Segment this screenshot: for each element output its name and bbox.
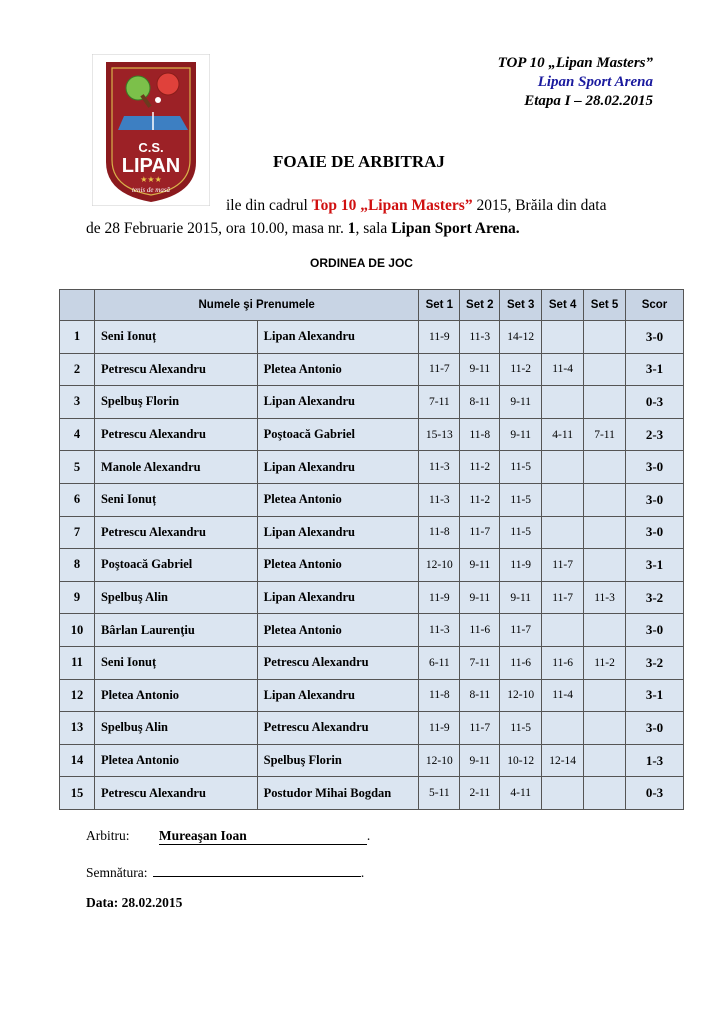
player-one: Petrescu Alexandru (94, 777, 257, 810)
set-5-score: 11-2 (584, 646, 626, 679)
signature-field (153, 862, 361, 877)
set-3-score: 14-12 (500, 321, 542, 354)
match-number: 11 (60, 646, 95, 679)
player-two: Lipan Alexandru (257, 386, 419, 419)
set-4-score (542, 516, 584, 549)
table-row (60, 549, 684, 582)
set-4-score: 11-7 (542, 549, 584, 582)
set-5-score (584, 549, 626, 582)
set-5-score: 7-11 (584, 418, 626, 451)
table-row (60, 581, 684, 614)
set-3-score: 11-5 (500, 483, 542, 516)
set-5-score (584, 712, 626, 745)
logo-cs-text: C.S. (138, 140, 164, 155)
table-row (60, 777, 684, 810)
header-score: Scor (626, 290, 684, 321)
table-row (60, 483, 684, 516)
match-score: 0-3 (626, 386, 684, 419)
match-score: 3-2 (626, 646, 684, 679)
set-1-score: 12-10 (419, 549, 460, 582)
set-3-score: 10-12 (500, 744, 542, 777)
set-2-score: 11-7 (460, 712, 500, 745)
match-number: 13 (60, 712, 95, 745)
header-stage-date: Etapa I – 28.02.2015 (524, 93, 653, 109)
set-5-score (584, 353, 626, 386)
set-1-score: 5-11 (419, 777, 460, 810)
set-4-score: 4-11 (542, 418, 584, 451)
set-2-score: 11-8 (460, 418, 500, 451)
table-row (60, 321, 684, 354)
match-score: 1-3 (626, 744, 684, 777)
header-venue: Lipan Sport Arena (537, 74, 653, 90)
match-score: 2-3 (626, 418, 684, 451)
intro-text-2: 2015, Brăila din data (472, 197, 607, 214)
referee-name: Mureaşan Ioan (159, 828, 367, 845)
header-set3: Set 3 (500, 290, 542, 321)
set-1-score: 11-8 (419, 516, 460, 549)
set-3-score: 9-11 (500, 418, 542, 451)
set-3-score: 11-6 (500, 646, 542, 679)
set-3-score: 4-11 (500, 777, 542, 810)
match-score: 3-1 (626, 549, 684, 582)
set-2-score: 7-11 (460, 646, 500, 679)
player-one: Poştoacă Gabriel (94, 549, 257, 582)
set-4-score (542, 712, 584, 745)
player-two: Pletea Antonio (257, 614, 419, 647)
match-score: 3-0 (626, 321, 684, 354)
set-1-score: 7-11 (419, 386, 460, 419)
set-4-score: 11-6 (542, 646, 584, 679)
set-3-score: 11-5 (500, 712, 542, 745)
set-1-score: 15-13 (419, 418, 460, 451)
set-5-score (584, 614, 626, 647)
player-one: Pletea Antonio (94, 744, 257, 777)
signature-period: . (360, 865, 365, 880)
match-score: 3-0 (626, 483, 684, 516)
set-1-score: 11-3 (419, 614, 460, 647)
club-logo (92, 54, 210, 206)
match-number: 3 (60, 386, 95, 419)
header-event-name: TOP 10 „Lipan Masters” (497, 55, 653, 71)
logo-stars: ★★★ (140, 175, 162, 184)
set-5-score (584, 483, 626, 516)
match-number: 1 (60, 321, 95, 354)
table-row (60, 353, 684, 386)
set-5-score (584, 744, 626, 777)
match-number: 5 (60, 451, 95, 484)
set-3-score: 11-2 (500, 353, 542, 386)
table-row (60, 516, 684, 549)
set-4-score (542, 483, 584, 516)
player-two: Lipan Alexandru (257, 451, 419, 484)
match-score: 3-1 (626, 679, 684, 712)
player-one: Seni Ionuț (94, 646, 257, 679)
player-two: Pletea Antonio (257, 353, 419, 386)
set-2-score: 2-11 (460, 777, 500, 810)
match-number: 14 (60, 744, 95, 777)
player-two: Petrescu Alexandru (257, 712, 419, 745)
logo-name-text: LIPAN (121, 155, 181, 177)
club-logo-graphic (92, 54, 210, 206)
player-one: Pletea Antonio (94, 679, 257, 712)
match-score: 3-0 (626, 712, 684, 745)
player-one: Petrescu Alexandru (94, 516, 257, 549)
intro-text-3: de 28 Februarie 2015, ora 10.00, masa nr. (86, 220, 348, 237)
match-score: 3-0 (626, 451, 684, 484)
document-date: Data: 28.02.2015 (86, 895, 183, 910)
set-1-score: 11-9 (419, 321, 460, 354)
set-4-score (542, 321, 584, 354)
player-one: Seni Ionuț (94, 483, 257, 516)
header-set4: Set 4 (542, 290, 584, 321)
table-row (60, 712, 684, 745)
referee-line (86, 828, 370, 845)
set-2-score: 11-2 (460, 451, 500, 484)
signature-label: Semnătura: (86, 865, 148, 880)
player-two: Postudor Mihai Bogdan (257, 777, 419, 810)
set-2-score: 11-3 (460, 321, 500, 354)
set-1-score: 11-3 (419, 451, 460, 484)
set-1-score: 11-8 (419, 679, 460, 712)
player-two: Lipan Alexandru (257, 679, 419, 712)
match-number: 4 (60, 418, 95, 451)
header-set1: Set 1 (419, 290, 460, 321)
set-5-score (584, 777, 626, 810)
table-row (60, 386, 684, 419)
set-3-score: 11-5 (500, 516, 542, 549)
match-score: 3-0 (626, 614, 684, 647)
set-4-score (542, 386, 584, 419)
referee-label: Arbitru: (86, 828, 130, 843)
set-3-score: 11-5 (500, 451, 542, 484)
set-5-score (584, 516, 626, 549)
player-two: Pletea Antonio (257, 483, 419, 516)
header-names: Numele şi Prenumele (94, 290, 418, 321)
table-row (60, 679, 684, 712)
player-two: Petrescu Alexandru (257, 646, 419, 679)
event-header (498, 54, 653, 111)
header-set5: Set 5 (584, 290, 626, 321)
set-4-score: 12-14 (542, 744, 584, 777)
set-3-score: 11-9 (500, 549, 542, 582)
set-4-score (542, 614, 584, 647)
set-5-score: 11-3 (584, 581, 626, 614)
set-4-score (542, 451, 584, 484)
match-number: 12 (60, 679, 95, 712)
player-two: Pletea Antonio (257, 549, 419, 582)
match-number: 15 (60, 777, 95, 810)
set-1-score: 11-3 (419, 483, 460, 516)
match-score: 0-3 (626, 777, 684, 810)
header-number (60, 290, 95, 321)
set-2-score: 9-11 (460, 581, 500, 614)
set-2-score: 9-11 (460, 549, 500, 582)
set-4-score (542, 777, 584, 810)
match-number: 9 (60, 581, 95, 614)
table-row (60, 451, 684, 484)
table-row (60, 418, 684, 451)
player-one: Spelbuş Florin (94, 386, 257, 419)
player-one: Manole Alexandru (94, 451, 257, 484)
page-title: FOAIE DE ARBITRAJ (273, 152, 445, 171)
match-table (59, 289, 684, 810)
set-1-score: 11-9 (419, 581, 460, 614)
player-one: Petrescu Alexandru (94, 418, 257, 451)
intro-text-1: ile din cadrul (226, 197, 312, 214)
player-one: Petrescu Alexandru (94, 353, 257, 386)
set-3-score: 9-11 (500, 581, 542, 614)
table-row (60, 744, 684, 777)
set-2-score: 9-11 (460, 353, 500, 386)
table-header-row (60, 290, 684, 321)
player-two: Lipan Alexandru (257, 321, 419, 354)
set-3-score: 12-10 (500, 679, 542, 712)
match-score: 3-1 (626, 353, 684, 386)
signature-line (86, 862, 364, 881)
player-one: Bârlan Laurenţiu (94, 614, 257, 647)
set-4-score: 11-4 (542, 353, 584, 386)
section-title: ORDINEA DE JOC (310, 256, 413, 270)
set-1-score: 6-11 (419, 646, 460, 679)
match-score: 3-0 (626, 516, 684, 549)
set-1-score: 12-10 (419, 744, 460, 777)
set-4-score: 11-7 (542, 581, 584, 614)
set-5-score (584, 386, 626, 419)
intro-venue: Lipan Sport Arena. (391, 220, 520, 237)
player-two: Lipan Alexandru (257, 581, 419, 614)
referee-period: . (366, 828, 371, 843)
logo-subtitle: tenis de masă (131, 186, 171, 194)
intro-event-name: Top 10 „Lipan Masters” (311, 197, 473, 214)
set-2-score: 11-2 (460, 483, 500, 516)
player-one: Spelbuş Alin (94, 581, 257, 614)
player-one: Seni Ionuț (94, 321, 257, 354)
match-number: 2 (60, 353, 95, 386)
player-one: Spelbuş Alin (94, 712, 257, 745)
set-3-score: 9-11 (500, 386, 542, 419)
table-row (60, 646, 684, 679)
match-number: 6 (60, 483, 95, 516)
set-1-score: 11-9 (419, 712, 460, 745)
set-4-score: 11-4 (542, 679, 584, 712)
player-two: Lipan Alexandru (257, 516, 419, 549)
header-set2: Set 2 (460, 290, 500, 321)
match-score: 3-2 (626, 581, 684, 614)
set-1-score: 11-7 (419, 353, 460, 386)
player-two: Poştoacă Gabriel (257, 418, 419, 451)
set-2-score: 8-11 (460, 386, 500, 419)
match-number: 8 (60, 549, 95, 582)
set-2-score: 11-7 (460, 516, 500, 549)
set-2-score: 11-6 (460, 614, 500, 647)
match-number: 7 (60, 516, 95, 549)
match-number: 10 (60, 614, 95, 647)
intro-paragraph (86, 194, 666, 240)
intro-text-4: , sala (355, 220, 392, 237)
set-5-score (584, 679, 626, 712)
set-2-score: 9-11 (460, 744, 500, 777)
intro-table-number: 1 (347, 220, 356, 237)
set-5-score (584, 321, 626, 354)
player-two: Spelbuş Florin (257, 744, 419, 777)
set-3-score: 11-7 (500, 614, 542, 647)
set-2-score: 8-11 (460, 679, 500, 712)
set-5-score (584, 451, 626, 484)
table-row (60, 614, 684, 647)
